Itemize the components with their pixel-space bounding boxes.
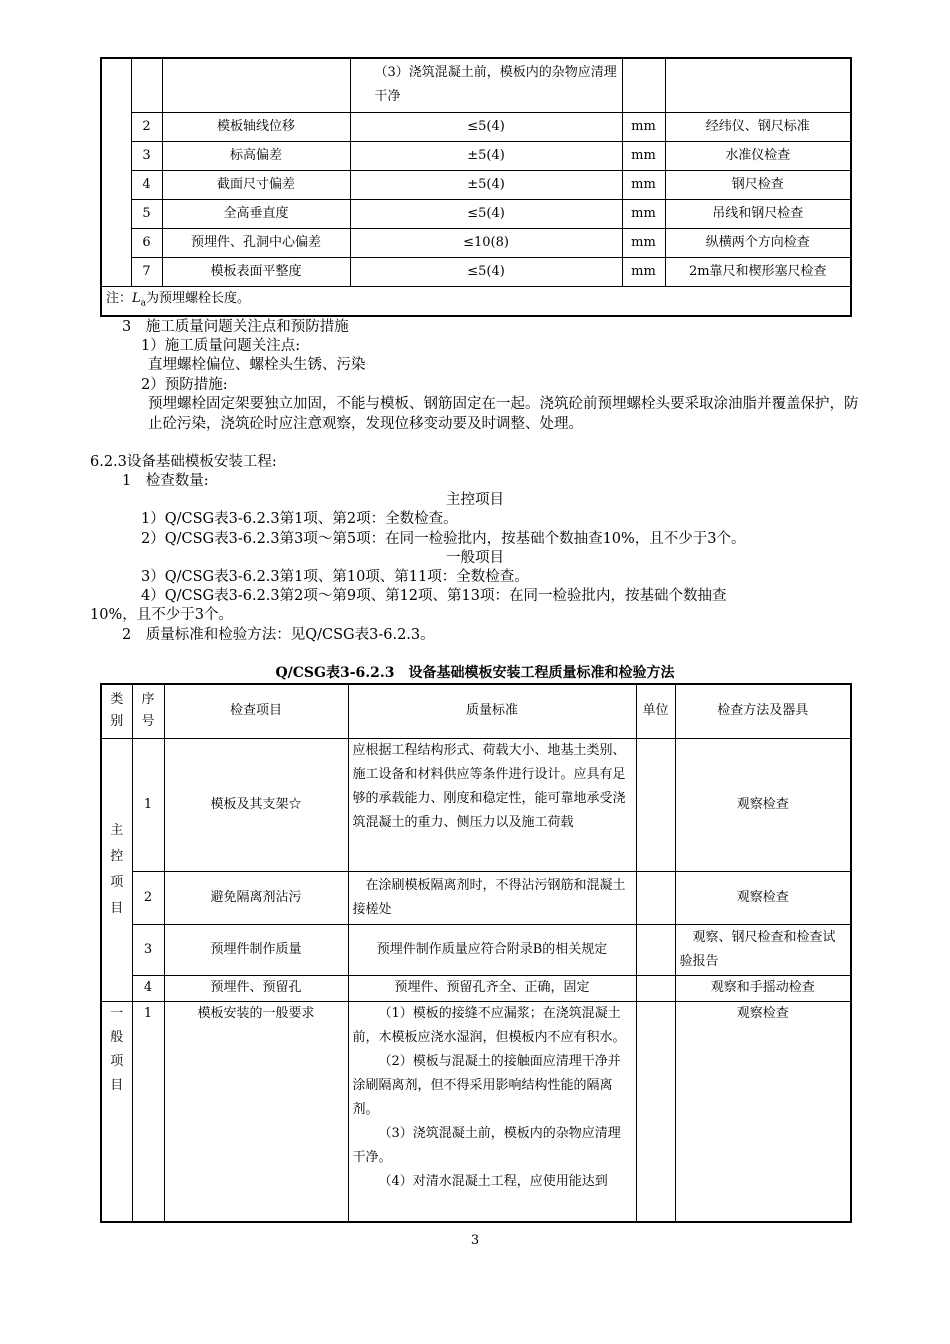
table-row: 7 模板表面平整度 ≤5(4) mm 2m靠尺和楔形塞尺检查 <box>101 257 851 286</box>
table-row: 2 模板轴线位移 ≤5(4) mm 经纬仪、钢尺标准 <box>101 112 851 141</box>
page-number: 3 <box>470 1233 480 1248</box>
header-no: 序号 <box>132 684 164 738</box>
paragraph: 4）Q/CSG表3-6.2.3第2项～第9项、第12项、第13项：在同一检验批内，按基础个数抽查 <box>141 588 727 604</box>
header-item: 检查项目 <box>164 684 348 738</box>
general-items-label: 一般项目 <box>446 550 504 566</box>
category-general: 一般项目 <box>101 1001 132 1222</box>
table-title: Q/CSG表3-6.2.3 设备基础模板安装工程质量标准和检验方法 <box>275 665 675 681</box>
paragraph: 1 检查数量: <box>122 473 209 489</box>
paragraph: 10%，且不少于3个。 <box>90 607 233 623</box>
paragraph: 2 质量标准和检验方法：见Q/CSG表3-6.2.3。 <box>122 627 435 643</box>
paragraph: 直埋螺栓偏位、螺栓头生锈、污染 <box>148 357 366 373</box>
table-row: 主控项目 1 模板及其支架☆ 应根据工程结构形式、荷载大小、地基土类别、施工设备和材料供应等条件进行设计。应具有足够的承载能力、刚度和稳定性，能可靠地承受浇筑混凝土的重力、侧压力以及施工荷载 观察检查 <box>101 738 851 871</box>
table-row <box>101 58 851 112</box>
paragraph: 1）施工质量问题关注点: <box>141 338 301 354</box>
paragraph: 2）预防措施: <box>141 377 228 393</box>
header-category: 类别 <box>101 684 132 738</box>
paragraph: 2）Q/CSG表3-6.2.3第3项～第5项：在同一检验批内，按基础个数抽查10%，且不少于3个。 <box>141 531 746 547</box>
table-row: 4 预埋件、预留孔 预埋件、预留孔齐全、正确，固定 观察和手摇动检查 <box>101 975 851 1001</box>
paragraph: 预埋螺栓固定架要独立加固，不能与模板、钢筋固定在一起。浇筑砼前预埋螺栓头要采取涂油脂并覆盖保护，防止砼污染，浇筑砼时应注意观察，发现位移变动要及时调整、处理。 <box>148 396 859 432</box>
table-row: 3 预埋件制作质量 预埋件制作质量应符合附录B的相关规定 观察、钢尺检查和检查试验报告 <box>101 924 851 975</box>
category-main: 主控项目 <box>101 738 132 1001</box>
main-items-label: 主控项目 <box>446 492 504 508</box>
table-row: 2 避免隔离剂沾污 在涂刷模板隔离剂时，不得沾污钢筋和混凝土接槎处 观察检查 <box>101 871 851 924</box>
table-row: 6 预埋件、孔洞中心偏差 ≤10(8) mm 纵横两个方向检查 <box>101 228 851 257</box>
paragraph: 1）Q/CSG表3-6.2.3第1项、第2项：全数检查。 <box>141 511 458 527</box>
standard-cell: （3）浇筑混凝土前，模板内的杂物应清理干净 <box>350 58 622 112</box>
header-standard: 质量标准 <box>348 684 636 738</box>
paragraph: 3）Q/CSG表3-6.2.3第1项、第10项、第11项：全数检查。 <box>141 569 529 585</box>
table-row: 4 截面尺寸偏差 ±5(4) mm 钢尺检查 <box>101 170 851 199</box>
section-heading: 3 施工质量问题关注点和预防措施 <box>122 319 349 335</box>
header-unit: 单位 <box>636 684 675 738</box>
tolerance-table <box>100 57 852 317</box>
table-row: 3 标高偏差 ±5(4) mm 水准仪检查 <box>101 141 851 170</box>
table-note: 注：$L_a$为预埋螺栓长度。 <box>101 286 851 316</box>
header-method: 检查方法及器具 <box>675 684 851 738</box>
subsection-heading: 6.2.3设备基础模板安装工程: <box>90 454 277 470</box>
table-note-row <box>101 286 851 316</box>
quality-standard-table <box>100 683 852 1223</box>
table-row: 5 全高垂直度 ≤5(4) mm 吊线和钢尺检查 <box>101 199 851 228</box>
standard-list: （1）模板的接缝不应漏浆；在浇筑混凝土前，木模板应浇水湿润，但模板内不应有积水。 （2）模板与混凝土的接触面应清理干净并涂刷隔离剂，但不得采用影响结构性能的隔离剂。 （3）浇筑混凝土前，模板内的杂物应清理干净。 （4）对清水混凝土工程，应使用能达到 <box>348 1001 636 1222</box>
category-cell <box>101 58 131 286</box>
table-row: 一般项目 1 模板安装的一般要求 （1）模板的接缝不应漏浆；在浇筑混凝土前，木模板应浇水湿润，但模板内不应有积水。 （2）模板与混凝土的接触面应清理干净并涂刷隔离剂，但不得采用影响结构性能的隔离剂。 （3）浇筑混凝土前，模板内的杂物应清理干净。 （4）对清水混凝土工程，应使用能达到 观察检查 <box>101 1001 851 1222</box>
table-header-row <box>101 684 851 738</box>
